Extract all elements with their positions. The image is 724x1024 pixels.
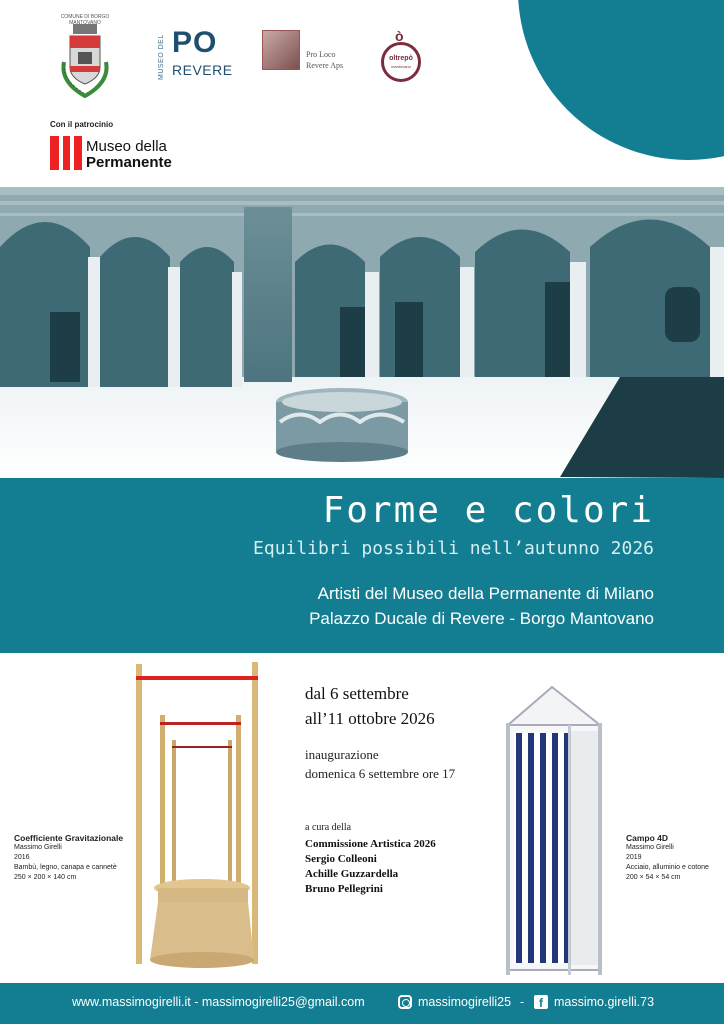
work-title: Campo 4D (626, 833, 669, 843)
inauguration-date: domenica 6 settembre ore 17 (305, 766, 456, 781)
work-year: 2019 (626, 854, 642, 861)
proloco-logo (262, 30, 372, 74)
work-artist: Massimo Girelli (14, 844, 62, 851)
exhibition-subtitle: Equilibri possibili nell’autunno 2026 (253, 538, 654, 559)
oltrepo-name: oltrepò (389, 55, 413, 62)
committee-member: Achille Guzzardella (305, 868, 399, 880)
sculpture-coefficiente-image (130, 660, 270, 980)
dates-line2: all’11 ottobre 2026 (305, 709, 435, 728)
oltrepo-logo (379, 30, 423, 82)
proloco-line2: Revere Aps (306, 61, 344, 70)
oltrepo-ring-icon (381, 42, 421, 82)
museo-del-po-logo (158, 26, 233, 82)
comune-crest-logo (50, 12, 120, 112)
caption-right-work (626, 833, 721, 883)
committee-member: Bruno Pellegrini (305, 883, 383, 895)
po-vertical-text: MUSEO DEL (158, 34, 165, 80)
oltrepo-sub: mantovano (391, 64, 411, 69)
oltrepo-mark: ò (395, 28, 404, 44)
museo-logo-line1: Museo della (86, 138, 167, 155)
work-size: 250 × 200 × 140 cm (14, 874, 77, 881)
cloister-photo (0, 187, 724, 478)
patrocinio-label: Con il patrocinio (50, 120, 114, 129)
curated-by-label: a cura della (305, 822, 352, 833)
committee-list (305, 837, 436, 897)
artists-line: Artisti del Museo della Permanente di Milano (317, 584, 654, 603)
work-materials: Acciaio, alluminio e cotone (626, 864, 709, 871)
permanente-mark-icon (50, 136, 82, 170)
facebook-icon: f (534, 995, 548, 1009)
proloco-line1: Pro Loco (306, 50, 336, 59)
crest-icon (50, 12, 120, 112)
instagram-handle-link[interactable]: massimogirelli25 (418, 995, 512, 1009)
work-title: Coefficiente Gravitazionale (14, 833, 124, 843)
decorative-teal-circle (518, 0, 724, 160)
proloco-image-icon (262, 30, 300, 70)
dates-line1: dal 6 settembre (305, 684, 409, 703)
venue-line: Palazzo Ducale di Revere - Borgo Mantovano (309, 609, 654, 628)
sculpture-campo4d-image (500, 685, 610, 980)
work-size: 200 × 54 × 54 cm (626, 874, 681, 881)
po-sub-text: REVERE (172, 62, 233, 78)
work-artist: Massimo Girelli (626, 844, 674, 851)
footer-separator: - (520, 995, 525, 1009)
exhibition-title: Forme e colori (322, 490, 654, 531)
title-banner (0, 478, 724, 653)
work-year: 2016 (14, 854, 30, 861)
website-email-link[interactable]: www.massimogirelli.it - massimogirelli25@gmail.com (72, 995, 365, 1009)
museo-permanente-logo (50, 136, 190, 174)
committee-name: Commissione Artistica 2026 (305, 838, 436, 850)
instagram-icon (398, 995, 412, 1009)
work-materials: Bambù, legno, canapa e cannetè (14, 864, 117, 871)
inauguration-label: inaugurazione (305, 747, 379, 762)
facebook-handle-link[interactable]: massimo.girelli.73 (554, 995, 655, 1009)
comune-caption: COMUNE DI BORGO MANTOVANO (60, 14, 110, 26)
contact-footer (0, 983, 724, 1024)
caption-left-work (14, 833, 134, 883)
po-main-text: PO (172, 26, 218, 59)
museo-logo-line2: Permanente (86, 154, 172, 171)
committee-member: Sergio Colleoni (305, 853, 377, 865)
